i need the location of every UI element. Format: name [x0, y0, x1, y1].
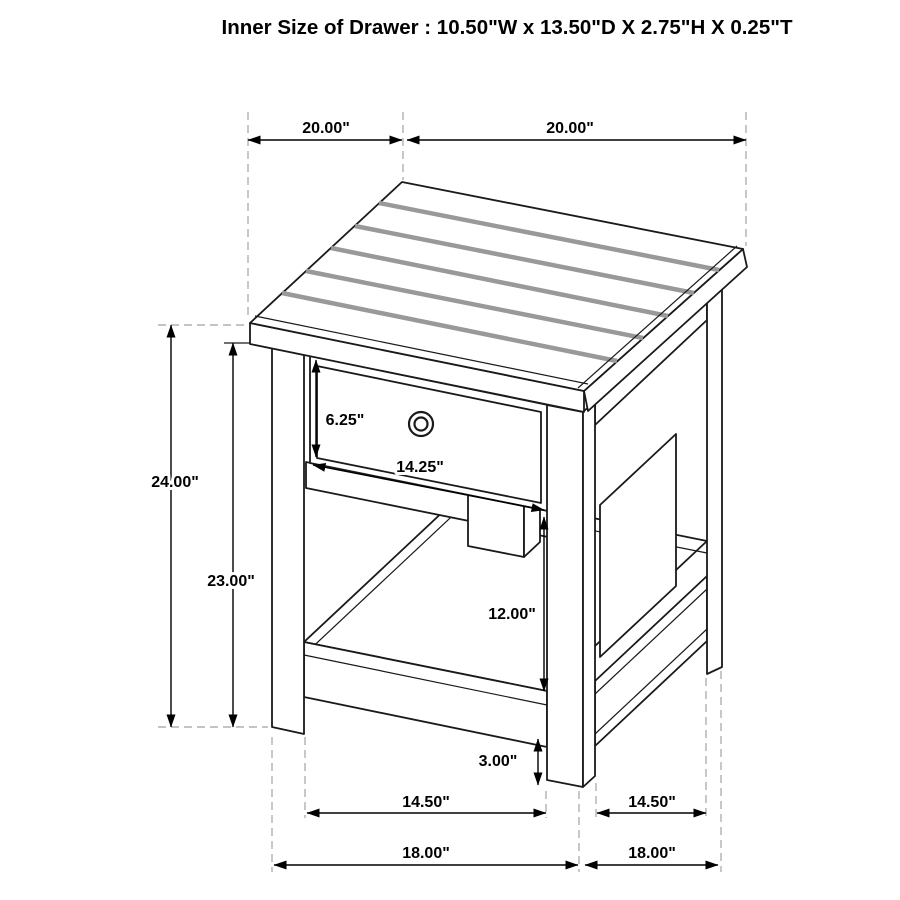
front-left-leg [272, 348, 304, 734]
front-right-leg-side [583, 401, 595, 787]
dim-label-top-width: 20.00" [546, 120, 594, 137]
dim-label-overall-width-front: 18.00" [402, 845, 450, 862]
dim-label-overall-height: 24.00" [151, 474, 199, 491]
dim-label-top-depth: 20.00" [302, 120, 350, 137]
dim-label-foot-clearance: 3.00" [478, 753, 518, 770]
dim-label-overall-depth-side: 18.00" [628, 845, 676, 862]
dim-label-inner-depth-side: 14.50" [628, 794, 676, 811]
back-right-leg [707, 284, 722, 674]
dim-label-drawer-front-width: 14.25" [396, 459, 444, 476]
dim-label-inner-width-front: 14.50" [402, 794, 450, 811]
table-drawing [250, 182, 747, 787]
front-right-leg [547, 405, 583, 787]
dim-label-drawer-front-height: 6.25" [325, 412, 365, 429]
drawer-knob-icon [409, 412, 433, 436]
diagram-title: Inner Size of Drawer : 10.50"W x 13.50"D X 2.75"H X 0.25"T [221, 16, 793, 39]
dim-label-base-height: 23.00" [207, 573, 255, 590]
dim-label-shelf-clearance: 12.00" [488, 606, 536, 623]
